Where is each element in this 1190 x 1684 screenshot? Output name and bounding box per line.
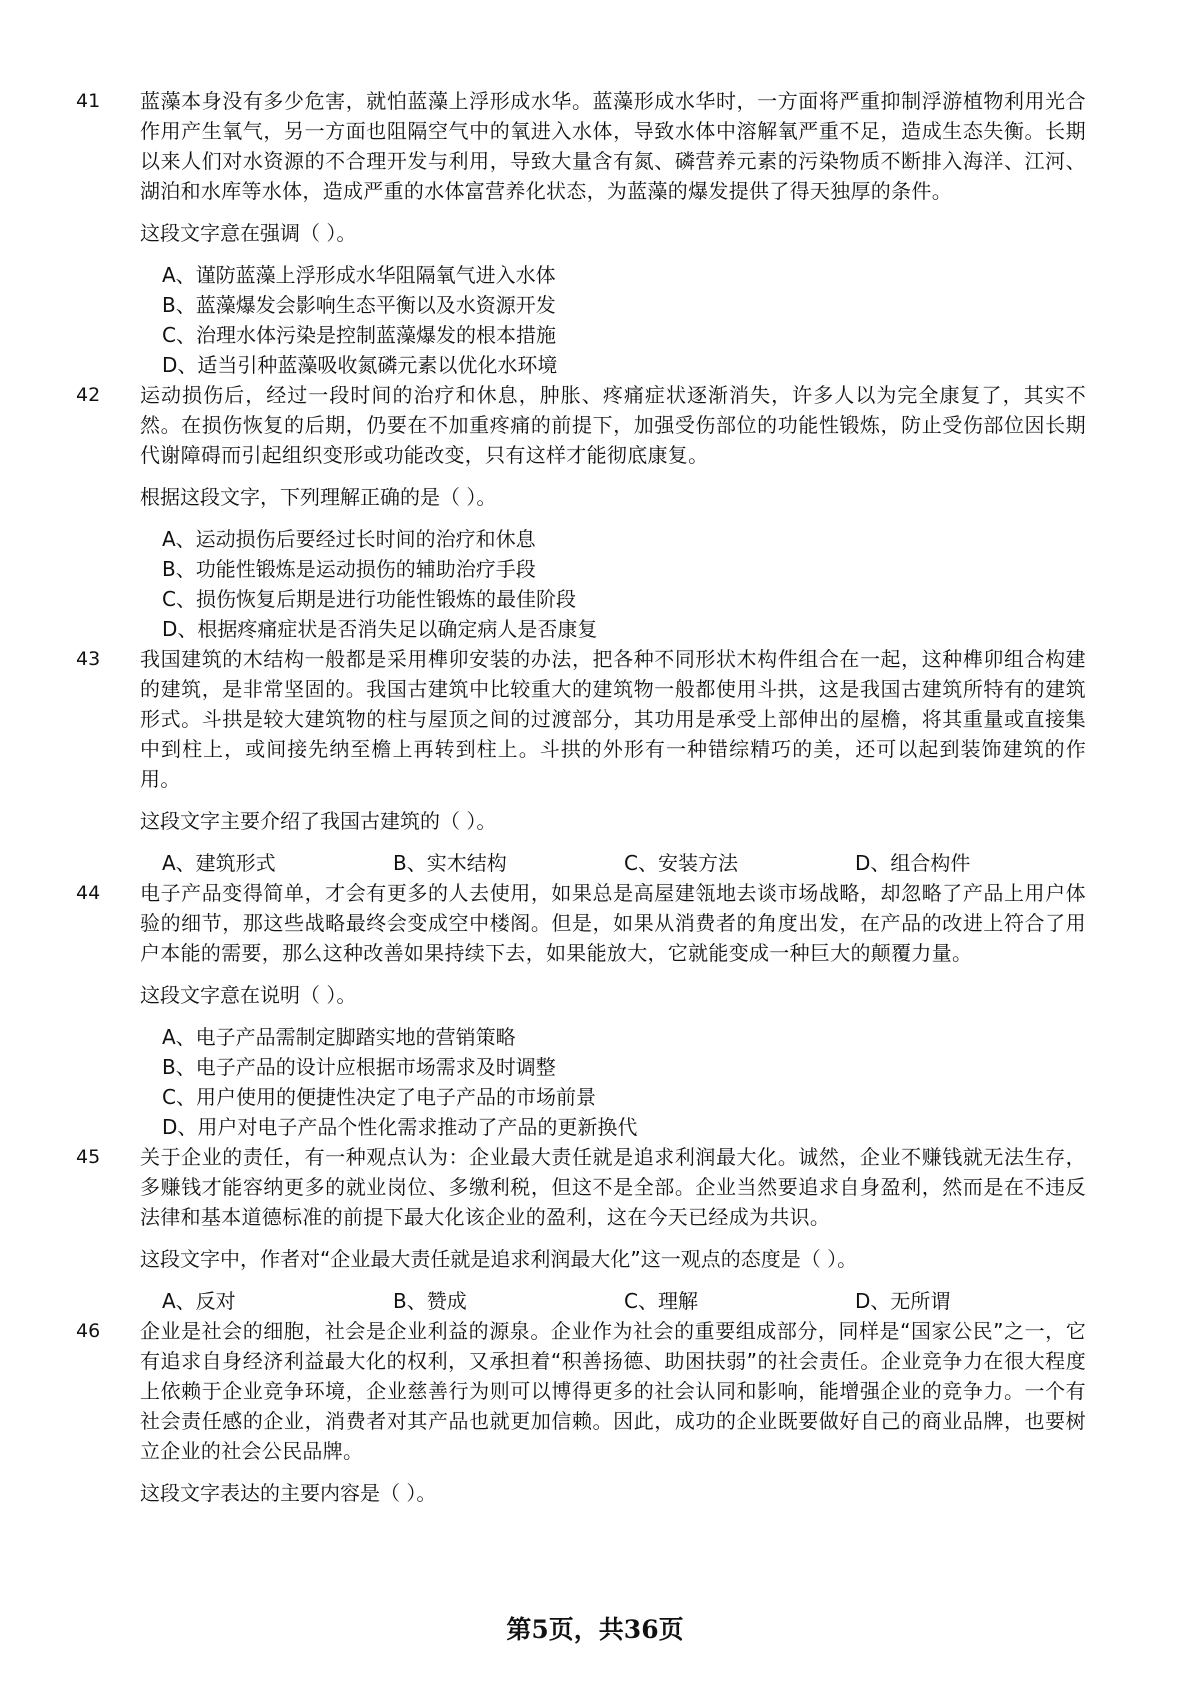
option-a: A、谨防蓝藻上浮形成水华阻隔氧气进入水体: [162, 263, 556, 287]
option-list: [162, 524, 1086, 644]
question-passage: 企业是社会的细胞，社会是企业利益的源泉。企业作为社会的重要组成部分，同样是“国家公民”之一，它有追求自身经济利益最大化的权利，又承担着“积善扬德、助困扶弱”的社会责任。企业竞争力在很大程度上依赖于企业竞争环境，企业慈善行为则可以博得更多的社会认同和影响，能增强企业的竞争力。一个有社会责任感的企业，消费者对其产品也就更加信赖。因此，成功的企业既要做好自己的商业品牌，也要树立企业的社会公民品牌。: [140, 1319, 1086, 1463]
option-d: D、组合构件: [855, 851, 971, 875]
question-41: [76, 86, 1086, 380]
option-c: C、损伤恢复后期是进行功能性锻炼的最佳阶段: [162, 587, 576, 611]
option-b: B、蓝藻爆发会影响生态平衡以及水资源开发: [162, 293, 556, 317]
option-b: B、赞成: [393, 1289, 467, 1313]
option-c: C、治理水体污染是控制蓝藻爆发的根本措施: [162, 323, 556, 347]
option-c: C、用户使用的便捷性决定了电子产品的市场前景: [162, 1085, 596, 1109]
option-b: B、电子产品的设计应根据市场需求及时调整: [162, 1055, 556, 1079]
option-c: C、理解: [624, 1289, 698, 1313]
question-prompt: 这段文字表达的主要内容是（ ）。: [140, 1481, 437, 1505]
option-d: D、用户对电子产品个性化需求推动了产品的更新换代: [162, 1115, 638, 1139]
option-a: A、电子产品需制定脚踏实地的营销策略: [162, 1025, 516, 1049]
option-list: [162, 1022, 1086, 1142]
option-b: B、功能性锻炼是运动损伤的辅助治疗手段: [162, 557, 536, 581]
option-a: A、建筑形式: [162, 851, 276, 875]
option-d: D、无所谓: [855, 1289, 951, 1313]
option-list: [162, 260, 1086, 380]
option-d: D、适当引种蓝藻吸收氮磷元素以优化水环境: [162, 353, 558, 377]
question-43: [76, 644, 1086, 878]
question-number: 41: [76, 90, 101, 112]
option-row: [162, 848, 1086, 878]
question-prompt: 这段文字意在强调（ ）。: [140, 221, 357, 245]
question-number: 45: [76, 1146, 101, 1168]
option-a: A、运动损伤后要经过长时间的治疗和休息: [162, 527, 536, 551]
question-list: [76, 86, 1086, 1508]
question-passage: 运动损伤后，经过一段时间的治疗和休息，肿胀、疼痛症状逐渐消失，许多人以为完全康复了，其实不然。在损伤恢复的后期，仍要在不加重疼痛的前提下，加强受伤部位的功能性锻炼，防止受伤部位因长期代谢障碍而引起组织变形或功能改变，只有这样才能彻底康复。: [140, 383, 1086, 467]
question-prompt: 这段文字主要介绍了我国古建筑的（ ）。: [140, 809, 497, 833]
question-46: [76, 1316, 1086, 1508]
question-prompt: 这段文字意在说明（ ）。: [140, 983, 357, 1007]
question-42: [76, 380, 1086, 644]
question-prompt: 根据这段文字，下列理解正确的是（ ）。: [140, 485, 497, 509]
question-number: 46: [76, 1320, 101, 1342]
option-b: B、实木结构: [393, 851, 507, 875]
question-passage: 我国建筑的木结构一般都是采用榫卯安装的办法，把各种不同形状木构件组合在一起，这种榫卯组合构建的建筑，是非常坚固的。我国古建筑中比较重大的建筑物一般都使用斗拱，这是我国古建筑所特有的建筑形式。斗拱是较大建筑物的柱与屋顶之间的过渡部分，其功用是承受上部伸出的屋檐，将其重量或直接集中到柱上，或间接先纳至檐上再转到柱上。斗拱的外形有一种错综精巧的美，还可以起到装饰建筑的作用。: [140, 647, 1086, 791]
question-passage: 蓝藻本身没有多少危害，就怕蓝藻上浮形成水华。蓝藻形成水华时，一方面将严重抑制浮游植物利用光合作用产生氧气，另一方面也阻隔空气中的氧进入水体，导致水体中溶解氧严重不足，造成生态失衡。长期以来人们对水资源的不合理开发与利用，导致大量含有氮、磷营养元素的污染物质不断排入海洋、江河、湖泊和水库等水体，造成严重的水体富营养化状态，为蓝藻的爆发提供了得天独厚的条件。: [140, 89, 1086, 203]
question-number: 42: [76, 384, 101, 406]
question-passage: 电子产品变得简单，才会有更多的人去使用，如果总是高屋建瓴地去谈市场战略，却忽略了产品上用户体验的细节，那这些战略最终会变成空中楼阁。但是，如果从消费者的角度出发，在产品的改进上符合了用户本能的需要，那么这种改善如果持续下去，如果能放大，它就能变成一种巨大的颠覆力量。: [140, 881, 1086, 965]
question-44: [76, 878, 1086, 1142]
option-d: D、根据疼痛症状是否消失足以确定病人是否康复: [162, 617, 598, 641]
question-prompt: 这段文字中，作者对“企业最大责任就是追求利润最大化”这一观点的态度是（ ）。: [140, 1247, 858, 1271]
option-c: C、安装方法: [624, 851, 738, 875]
question-passage: 关于企业的责任，有一种观点认为：企业最大责任就是追求利润最大化。诚然，企业不赚钱就无法生存，多赚钱才能容纳更多的就业岗位、多缴利税，但这不是全部。企业当然要追求自身盈利，然而是在不违反法律和基本道德标准的前提下最大化该企业的盈利，这在今天已经成为共识。: [140, 1145, 1086, 1229]
option-row: [162, 1286, 1086, 1316]
page-footer: 第5页，共36页: [506, 1615, 684, 1644]
question-number: 43: [76, 648, 101, 670]
question-45: [76, 1142, 1086, 1316]
question-number: 44: [76, 882, 101, 904]
option-a: A、反对: [162, 1289, 236, 1313]
